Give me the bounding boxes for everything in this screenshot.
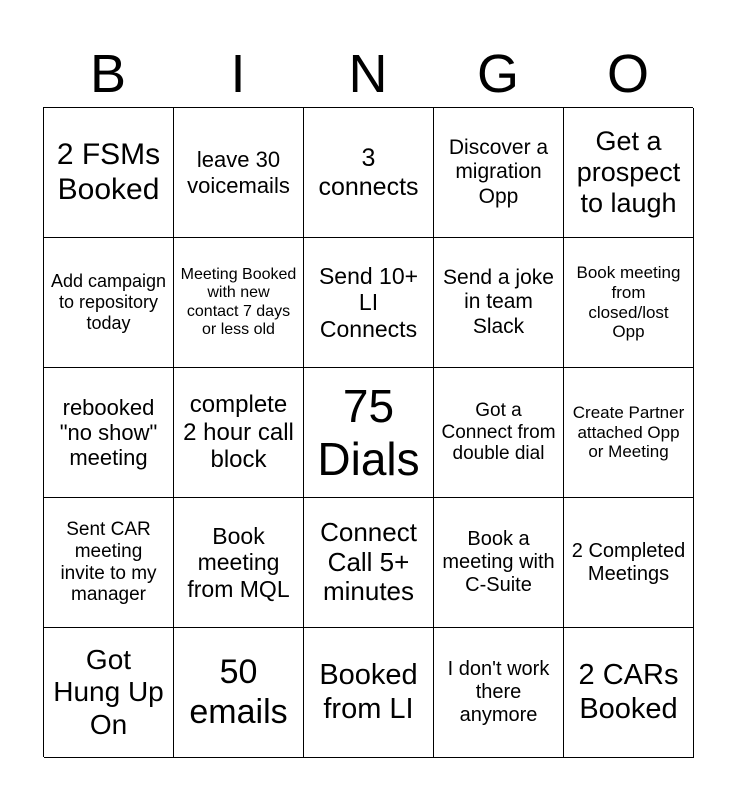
bingo-board	[43, 107, 693, 757]
bingo-cell[interactable]	[564, 498, 694, 628]
bingo-cell[interactable]	[564, 238, 694, 368]
bingo-cell[interactable]	[304, 108, 434, 238]
bingo-cell[interactable]	[174, 628, 304, 758]
bingo-cell-text: 2 CARs Booked	[578, 659, 679, 725]
bingo-cell-text: 2 Completed Meetings	[571, 539, 686, 585]
bingo-cell-text: complete 2 hour call block	[183, 391, 294, 474]
bingo-cell-text: Add campaign to repository today	[50, 271, 167, 333]
bingo-cell-text: 2 FSMs Booked	[56, 138, 161, 206]
bingo-cell[interactable]	[304, 238, 434, 368]
bingo-cell[interactable]	[44, 628, 174, 758]
header-letter-i: I	[230, 44, 246, 104]
bingo-cell[interactable]	[44, 238, 174, 368]
bingo-cell[interactable]	[174, 108, 304, 238]
bingo-cell-text: rebooked "no show" meeting	[59, 394, 158, 471]
bingo-cell[interactable]	[174, 238, 304, 368]
bingo-cell-text: Discover a migration Opp	[448, 136, 549, 208]
bingo-cell[interactable]	[304, 628, 434, 758]
bingo-cell[interactable]	[434, 498, 564, 628]
bingo-cell-text: Book a meeting with C-Suite	[442, 528, 555, 596]
bingo-cell-text: Meeting Booked with new contact 7 days or less old	[180, 265, 297, 338]
bingo-cell[interactable]	[564, 108, 694, 238]
bingo-cell-text: Send 10+ LI Connects	[318, 262, 419, 342]
bingo-cell[interactable]	[564, 628, 694, 758]
bingo-cell[interactable]	[174, 368, 304, 498]
bingo-cell-text: 3 connects	[318, 143, 419, 201]
bingo-cell[interactable]	[564, 368, 694, 498]
bingo-cell-text: Got a Connect from double dial	[441, 399, 556, 465]
bingo-cell[interactable]	[434, 108, 564, 238]
bingo-header	[43, 40, 693, 108]
bingo-cell-text: Send a joke in team Slack	[443, 266, 554, 338]
bingo-cell[interactable]	[304, 498, 434, 628]
bingo-cell[interactable]	[44, 108, 174, 238]
bingo-cell[interactable]	[44, 498, 174, 628]
bingo-cell-text: Create Partner attached Opp or Meeting	[572, 403, 685, 462]
bingo-cell-text: Book meeting from MQL	[187, 522, 290, 602]
header-letter-g: G	[476, 44, 519, 104]
header-letter-n: N	[348, 44, 388, 104]
bingo-cell-text: Booked from LI	[319, 659, 418, 725]
bingo-cell-text: Book meeting from closed/lost Opp	[576, 263, 681, 342]
header-letter-b: B	[89, 44, 127, 104]
bingo-cell[interactable]	[174, 498, 304, 628]
bingo-cell-text: I don't work there anymore	[447, 658, 550, 726]
bingo-cell-text: Sent CAR meeting invite to my manager	[60, 518, 157, 606]
header-letter-o: O	[606, 44, 649, 104]
bingo-cell-text: 50 emails	[189, 653, 288, 731]
bingo-cell-text: 75 Dials	[317, 379, 420, 485]
bingo-cell-text: Got Hung Up On	[53, 644, 164, 740]
bingo-cell[interactable]	[44, 368, 174, 498]
bingo-cell-text: Connect Call 5+ minutes	[320, 516, 417, 607]
bingo-cell-text: Get a prospect to laugh	[576, 125, 681, 219]
bingo-cell[interactable]	[434, 628, 564, 758]
bingo-cell[interactable]	[434, 368, 564, 498]
bingo-cell[interactable]	[434, 238, 564, 368]
bingo-cell-text: leave 30 voicemails	[187, 147, 290, 198]
bingo-cell[interactable]	[304, 368, 434, 498]
